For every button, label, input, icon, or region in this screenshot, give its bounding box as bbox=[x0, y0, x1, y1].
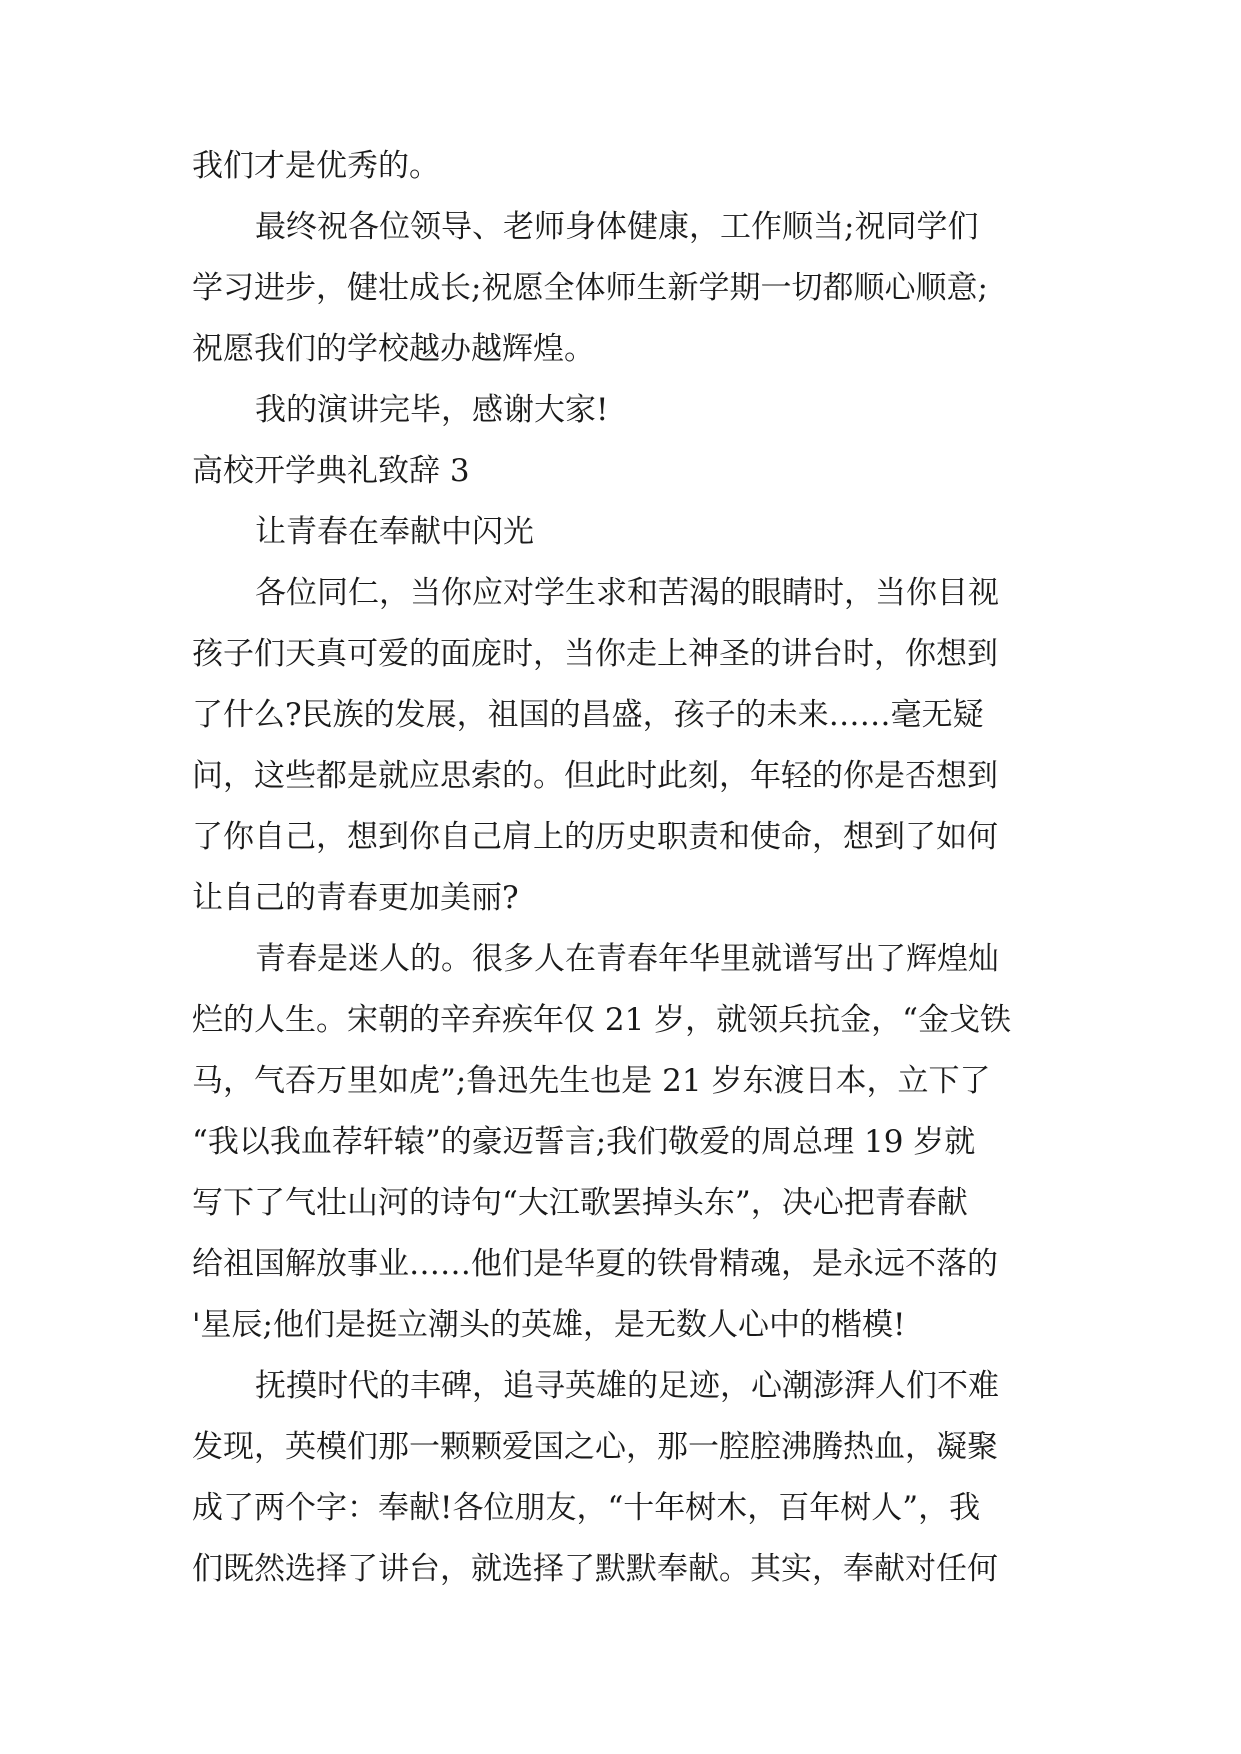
paragraph-start: 青春是迷人的。很多人在青春年华里就谱写出了辉煌灿 bbox=[255, 941, 999, 977]
text-line: 们既然选择了讲台，就选择了默默奉献。其实，奉献对任何 bbox=[192, 1551, 998, 1587]
paragraph-start: 我的演讲完毕，感谢大家! bbox=[255, 392, 609, 428]
text-line: 让自己的青春更加美丽? bbox=[192, 880, 519, 916]
section-heading: 高校开学典礼致辞 3 bbox=[192, 453, 470, 489]
text-line: 学习进步，健壮成长;祝愿全体师生新学期一切都顺心顺意; bbox=[192, 270, 988, 306]
text-line: 马，气吞万里如虎”;鲁迅先生也是 21 岁东渡日本，立下了 bbox=[192, 1063, 991, 1099]
text-line: 成了两个字：奉献!各位朋友，“十年树木，百年树人”，我 bbox=[192, 1490, 981, 1526]
text-line: 孩子们天真可爱的面庞时，当你走上神圣的讲台时，你想到 bbox=[192, 636, 998, 672]
paragraph-start: 各位同仁，当你应对学生求和苦渴的眼睛时，当你目视 bbox=[255, 575, 999, 611]
text-line: '星辰;他们是挺立潮头的英雄，是无数人心中的楷模! bbox=[192, 1307, 906, 1343]
text-line: 了什么?民族的发展，祖国的昌盛，孩子的未来……毫无疑 bbox=[192, 697, 984, 733]
text-line: 给祖国解放事业……他们是华夏的铁骨精魂，是永远不落的 bbox=[192, 1246, 998, 1282]
text-line: 写下了气壮山河的诗句“大江歌罢掉头东”，决心把青春献 bbox=[192, 1185, 968, 1221]
speech-title: 让青春在奉献中闪光 bbox=[255, 514, 534, 550]
text-line: 发现，英模们那一颗颗爱国之心，那一腔腔沸腾热血，凝聚 bbox=[192, 1429, 998, 1465]
text-line: 我们才是优秀的。 bbox=[192, 148, 440, 184]
paragraph-start: 最终祝各位领导、老师身体健康，工作顺当;祝同学们 bbox=[255, 209, 979, 245]
text-line: 了你自己，想到你自己肩上的历史职责和使命，想到了如何 bbox=[192, 819, 998, 855]
text-line: 问，这些都是就应思索的。但此时此刻，年轻的你是否想到 bbox=[192, 758, 998, 794]
text-line: 烂的人生。宋朝的辛弃疾年仅 21 岁，就领兵抗金，“金戈铁 bbox=[192, 1002, 1011, 1038]
text-line: “我以我血荐轩辕”的豪迈誓言;我们敬爱的周总理 19 岁就 bbox=[192, 1124, 976, 1160]
paragraph-start: 抚摸时代的丰碑，追寻英雄的足迹，心潮澎湃人们不难 bbox=[255, 1368, 999, 1404]
text-line: 祝愿我们的学校越办越辉煌。 bbox=[192, 331, 595, 367]
